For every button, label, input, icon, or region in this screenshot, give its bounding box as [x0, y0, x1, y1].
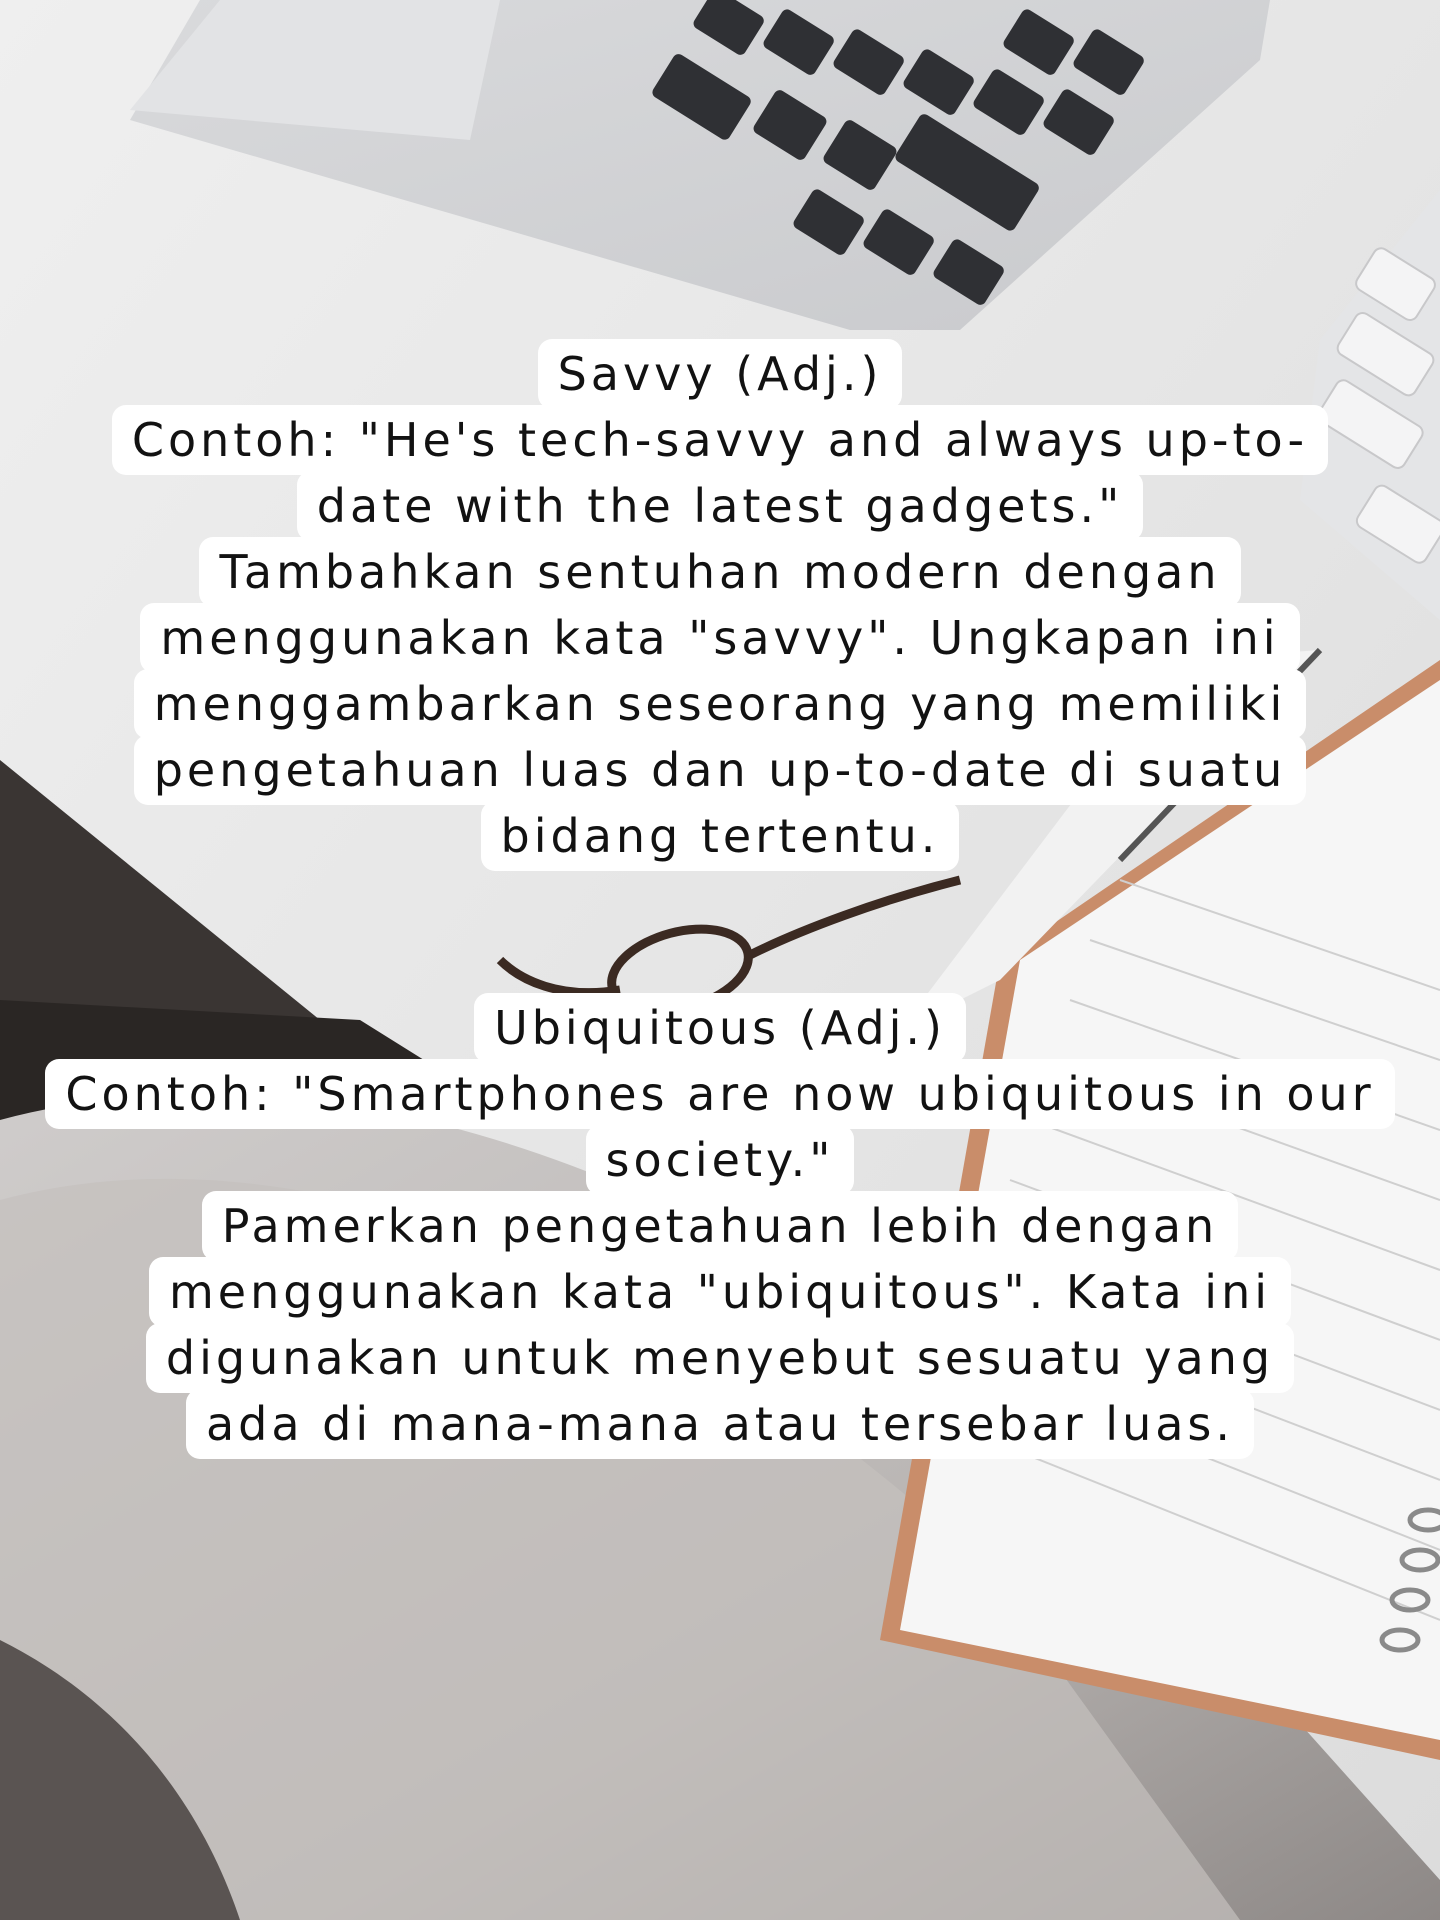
card-ubiquitous: [45, 993, 1394, 1459]
description-line: menggunakan kata "ubiquitous". Kata ini: [149, 1257, 1291, 1327]
example-line: Contoh: "He's tech-savvy and always up-to-: [112, 405, 1328, 475]
description-line: pengetahuan luas dan up-to-date di suatu: [134, 735, 1307, 805]
description-line: Pamerkan pengetahuan lebih dengan: [202, 1191, 1238, 1261]
example-line: date with the latest gadgets.": [297, 471, 1143, 541]
description-line: ada di mana-mana atau tersebar luas.: [186, 1389, 1254, 1459]
description-line: digunakan untuk menyebut sesuatu yang: [146, 1323, 1294, 1393]
example-line: society.": [586, 1125, 855, 1195]
word-title: Ubiquitous (Adj.): [474, 993, 966, 1063]
description-line: menggunakan kata "savvy". Ungkapan ini: [140, 603, 1299, 673]
card-savvy: [112, 339, 1328, 871]
word-title: Savvy (Adj.): [538, 339, 903, 409]
description-line: bidang tertentu.: [481, 801, 960, 871]
description-line: menggambarkan seseorang yang memiliki: [134, 669, 1307, 739]
example-line: Contoh: "Smartphones are now ubiquitous in our: [45, 1059, 1394, 1129]
description-line: Tambahkan sentuhan modern dengan: [199, 537, 1240, 607]
